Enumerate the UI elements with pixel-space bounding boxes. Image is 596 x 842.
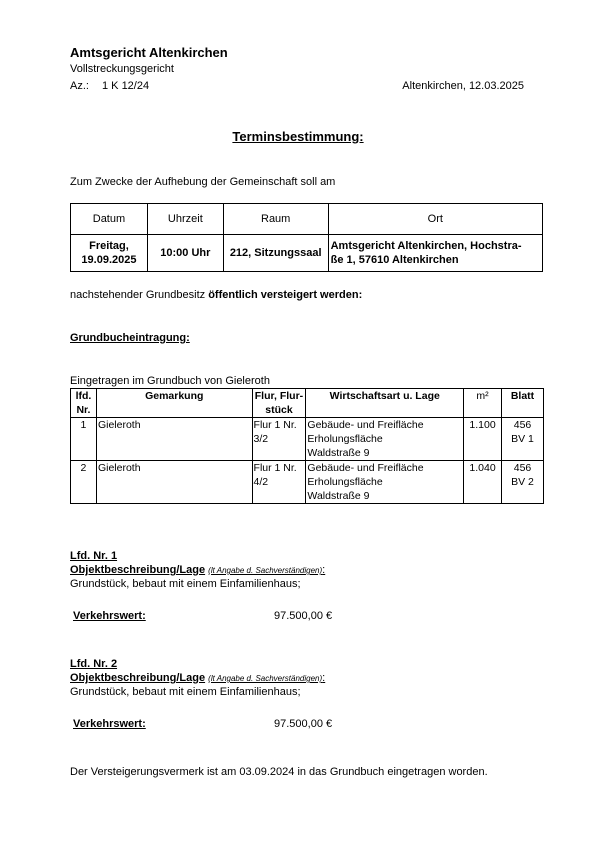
row-nr: 2 [71, 461, 97, 504]
case-number: 1 K 12/24 [102, 80, 150, 92]
ort-line-2: ße 1, 57610 Altenkirchen [330, 254, 459, 266]
object-2-desc-note: (lt Angabe d. Sachverständigen) [208, 674, 323, 683]
uhrzeit-cell: 10:00 Uhr [147, 235, 223, 272]
datum-weekday: Freitag, [89, 240, 129, 252]
header-lfd [71, 389, 97, 418]
header-flur [252, 389, 306, 418]
object-1-description: Grundstück, bebaut mit einem Einfamilienhaus; [70, 578, 301, 590]
header-lfd-2: Nr. [76, 404, 91, 416]
row-flur-2: 3/2 [253, 433, 269, 445]
row-blatt-1: 456 [513, 462, 532, 474]
object-2-desc-label: Objektbeschreibung/Lage [70, 672, 206, 684]
table-row [71, 461, 544, 504]
auction-statement-bold: öffentlich versteigert werden: [208, 289, 363, 301]
row-wirtschaft-1: Gebäude- und Freifläche [307, 419, 424, 431]
row-flur-1: Flur 1 Nr. [253, 462, 297, 474]
row-blatt-1: 456 [513, 419, 532, 431]
ort-cell [328, 235, 542, 272]
row-blatt-2: BV 2 [511, 476, 534, 488]
object-2-number: Lfd. Nr. 2 [70, 658, 118, 670]
court-subtitle: Vollstreckungsgericht [70, 63, 174, 75]
court-name: Amtsgericht Altenkirchen [70, 45, 228, 60]
intro-text: Zum Zwecke der Aufhebung der Gemeinschaft soll am [70, 176, 336, 188]
ort-line-1: Amtsgericht Altenkirchen, Hochstra- [330, 240, 522, 252]
row-nr: 1 [71, 418, 97, 461]
object-1-desc-label: Objektbeschreibung/Lage [70, 564, 206, 576]
row-blatt-2: BV 1 [511, 433, 534, 445]
object-1-value: 97.500,00 € [274, 610, 333, 622]
row-flur [252, 461, 306, 504]
row-gemarkung: Gieleroth [96, 461, 252, 504]
appointment-table [70, 203, 543, 272]
appointment-header-row [71, 204, 543, 235]
row-wirtschaft-3: Waldstraße 9 [307, 447, 370, 459]
object-2-desc-label-line [70, 672, 325, 685]
appointment-value-row [71, 235, 543, 272]
object-2-value-label: Verkehrswert: [73, 718, 146, 730]
header-lfd-1: lfd. [75, 390, 92, 402]
header-uhrzeit: Uhrzeit [147, 204, 223, 235]
land-register-header-row [71, 389, 544, 418]
row-wirtschaftsart [306, 418, 464, 461]
row-blatt [502, 418, 544, 461]
header-wirtschaftsart: Wirtschaftsart u. Lage [306, 389, 464, 418]
raum-cell: 212, Sitzungssaal [223, 235, 328, 272]
row-flur-2: 4/2 [253, 476, 269, 488]
document-title: Terminsbestimmung: [232, 129, 364, 144]
place-date: Altenkirchen, 12.03.2025 [402, 80, 524, 92]
row-wirtschaft-3: Waldstraße 9 [307, 490, 370, 502]
land-register-intro: Eingetragen im Grundbuch von Gieleroth [70, 375, 270, 387]
row-wirtschaftsart [306, 461, 464, 504]
object-2-desc-colon: : [322, 672, 326, 684]
row-wirtschaft-2: Erholungsfläche [307, 476, 383, 488]
row-m2: 1.040 [464, 461, 502, 504]
object-2-value: 97.500,00 € [274, 718, 333, 730]
row-flur-1: Flur 1 Nr. [253, 419, 297, 431]
table-row [71, 418, 544, 461]
auction-statement [70, 289, 362, 302]
header-datum: Datum [71, 204, 148, 235]
header-ort: Ort [328, 204, 542, 235]
object-2-description: Grundstück, bebaut mit einem Einfamilienhaus; [70, 686, 301, 698]
row-flur [252, 418, 306, 461]
object-1-desc-note: (lt Angabe d. Sachverständigen) [208, 566, 323, 575]
object-1-number: Lfd. Nr. 1 [70, 550, 118, 562]
auction-statement-prefix: nachstehender Grundbesitz [70, 289, 209, 301]
object-1-value-label: Verkehrswert: [73, 610, 146, 622]
row-gemarkung: Gieleroth [96, 418, 252, 461]
row-m2: 1.100 [464, 418, 502, 461]
header-flur-2: stück [265, 404, 293, 416]
header-blatt: Blatt [502, 389, 544, 418]
header-raum: Raum [223, 204, 328, 235]
datum-date: 19.09.2025 [81, 254, 137, 266]
object-1-desc-colon: : [322, 564, 326, 576]
row-blatt [502, 461, 544, 504]
datum-cell [71, 235, 148, 272]
land-register-heading: Grundbucheintragung: [70, 332, 190, 344]
object-1-desc-label-line [70, 564, 325, 577]
row-wirtschaft-1: Gebäude- und Freifläche [307, 462, 424, 474]
row-wirtschaft-2: Erholungsfläche [307, 433, 383, 445]
header-gemarkung: Gemarkung [96, 389, 252, 418]
land-register-table [70, 388, 544, 504]
case-number-label: Az.: [70, 80, 89, 92]
footer-note: Der Versteigerungsvermerk ist am 03.09.2024 in das Grundbuch eingetragen worden. [70, 766, 488, 778]
header-m2: m² [464, 389, 502, 418]
header-flur-1: Flur, Flur- [254, 390, 304, 402]
